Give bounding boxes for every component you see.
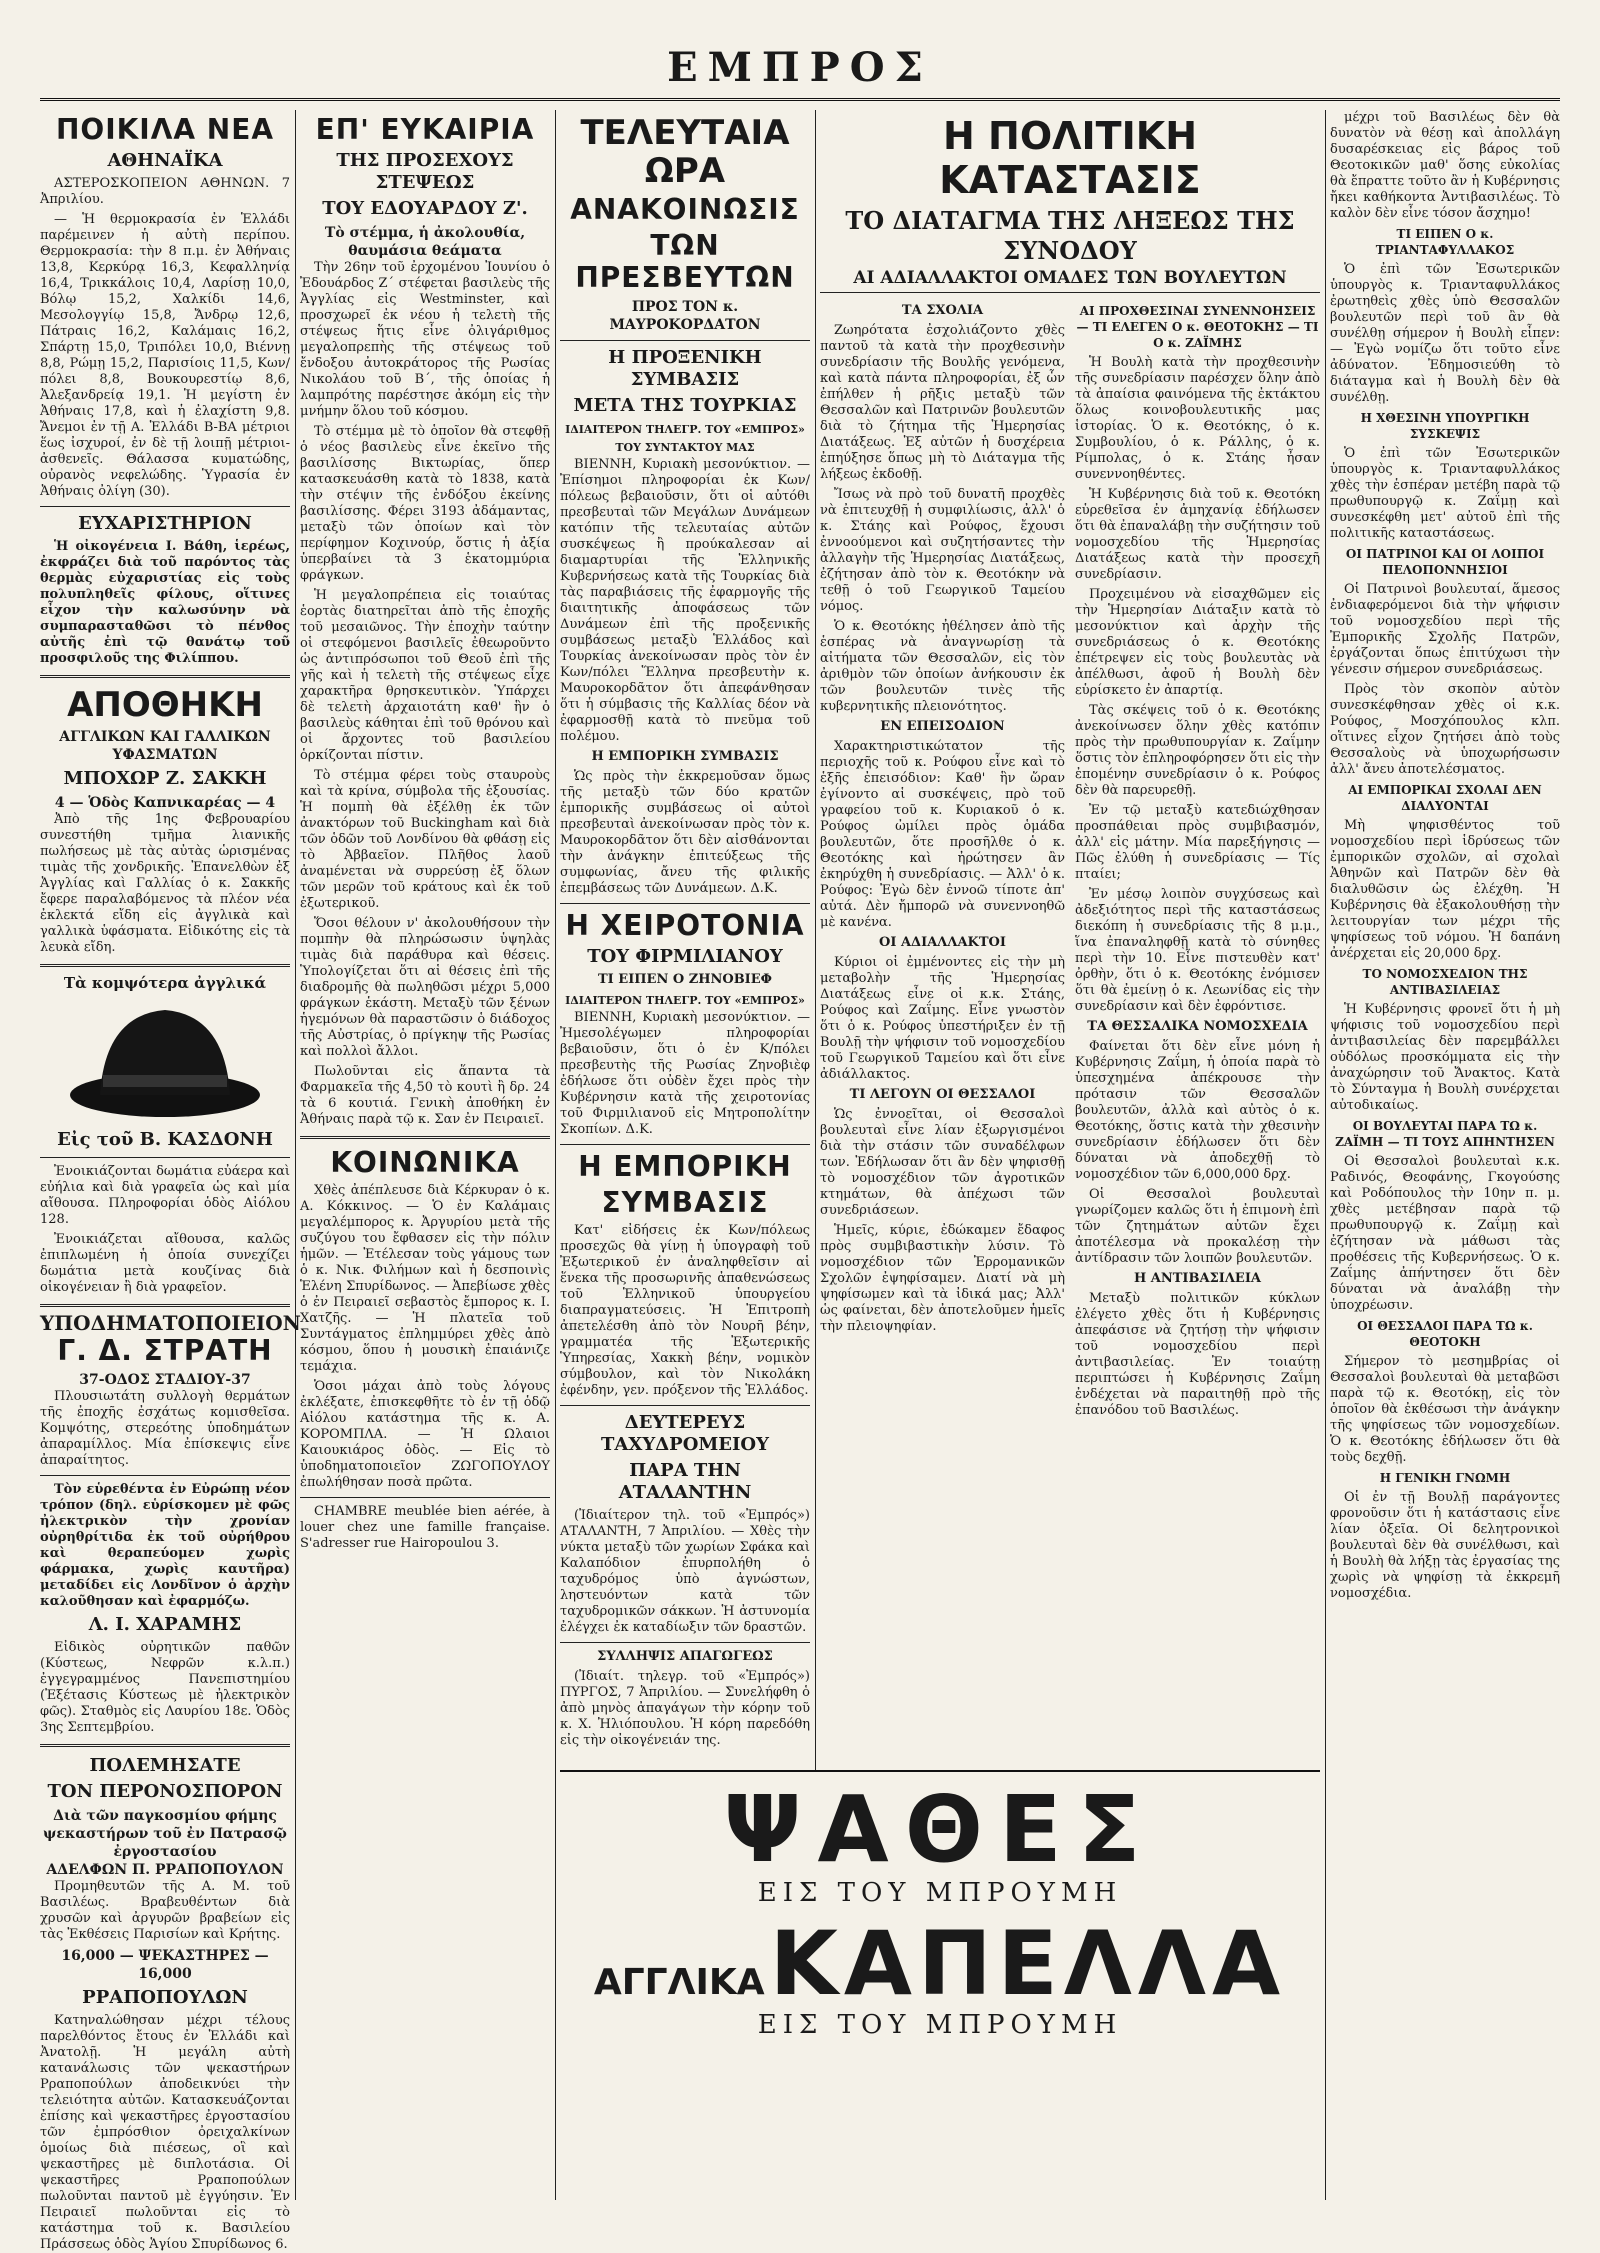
article-paragraph: Οἱ Θεσσαλοὶ βουλευταὶ γνωρίζομεν καλῶς ὅτι ἡ ἐπιμονὴ ἐπὶ τῶν ζητημάτων αὐτῶν ἔχει ἀποτέλεσμα νὰ προκαλέσῃ τὴν ἀντίδρασιν τῶν λοιπῶν βουλευτῶν.: [1075, 1187, 1320, 1266]
sprayer-subheading: Διὰ τῶν παγκοσμίου φήμης ψεκαστήρων τοῦ ἐν Πατρασῷ ἐργοστασίου: [43, 1808, 287, 1860]
divider: [820, 292, 1320, 293]
section-heading: ΟΙ ΒΟΥΛΕΥΤΑΙ ΠΑΡΑ ΤΩ κ. ΖΑΪΜΗ — ΤΙ ΤΟΥΣ ΑΠΗΝΤΗΣΕΝ: [1335, 1119, 1555, 1149]
article-paragraph: Τὴν 26ην τοῦ ἐρχομένου Ἰουνίου ὁ Ἐδουάρδος Ζ΄ στέφεται βασιλεὺς τῆς Ἀγγλίας εἰς Westminster, καὶ προσχωρεῖ ἐκ νέου ἡ τελετὴ τῆς στέψεως ἥτις εἶνε ὀλιγάριθμος μεγαλοπρεπὴς τῆς στέψεως τοῦ ἔνδοξου ἀυτοκράτορος τῆς Ρωσίας Νικολάου τοῦ Β΄, τῆς ὁποίας ἡ λαμπρότης παρέστησε ἀκόμη εἰς τὴν μνήμην ὅλου τοῦ κόσμου.: [300, 260, 550, 419]
ad-shop-name-2: ΕΙΣ ΤΟΥ ΜΠΡΟΥΜΗ: [757, 2010, 1123, 2040]
subcolumn-right: [1075, 299, 1320, 1423]
section-heading: ΕΝ ΕΠΕΙΣΟΔΙΟΝ: [880, 719, 1005, 734]
telegram-label: ΙΔΙΑΙΤΕΡΟΝ ΤΗΛΕΓΡ. ΤΟΥ «ΕΜΠΡΟΣ» ΤΟΥ ΣΥΝΤΑΚΤΟΥ ΜΑΣ: [565, 423, 805, 454]
article-subheading-4: Η ΠΡΟΞΕΝΙΚΗ ΣΥΜΒΑΣΙΣ: [608, 347, 762, 390]
section-heading: ΟΙ ΑΔΙΑΛΛΑΚΤΟΙ: [879, 935, 1006, 950]
section-subheading: ΑΘΗΝΑΪΚΑ: [107, 150, 223, 171]
article-paragraph: Ἡ μεγαλοπρέπεια εἰς τοιαύτας ἑορτὰς διατηρεῖται ἀπὸ τῆς ἐποχῆς τοῦ μεσαιῶνος. Τὴν ἐποχὴν ταύτην οἱ στεφόμενοι βασιλεῖς ἐθεωροῦντο ὡς ἀντιπρόσωποι τοῦ Θεοῦ ἐπὶ τῆς γῆς καὶ ἡ τελετὴ τῆς στέψεως εἶχε χαρακτῆρα θρησκευτικὸν. Ὑπάρχει δὲ τελετὴ ἀρχαιοτάτη καθ' ἣν ὁ βασιλεὺς κάθηται ἐπὶ τοῦ θρόνου καὶ οἱ ἄρχοντες τοῦ βασιλείου ὁρκίζονται πίστιν.: [300, 588, 550, 763]
article-paragraph: Ὅσοι θέλουν ν' ἀκολουθήσουν τὴν πομπὴν θὰ πληρώσωσιν ὑψηλὰς τιμὰς διὰ παράθυρα καὶ θέσεις. Ὑπολογίζεται ὅτι αἱ θέσεις ἐπὶ τῆς διαδρομῆς θὰ πωληθῶσι μέχρι 5,000 φράγκων ἑκάστη. Μεταξὺ τῶν ξένων ἡγεμόνων θὰ παραστῶσιν ὁ διάδοχος τῆς Αὐστρίας, ὁ πρίγκηψ τῆς Ρωσίας καὶ πολλοὶ ἄλλοι.: [300, 916, 550, 1059]
divider: [300, 1136, 550, 1139]
article-subheading-5: ΜΕΤΑ ΤΗΣ ΤΟΥΡΚΙΑΣ: [573, 395, 797, 416]
article-subheading-2: ΤΩΝ ΠΡΕΣΒΕΥΤΩΝ: [575, 229, 795, 294]
article-lead: Τὸ στέμμα, ἡ ἀκολουθία, θαυμάσια θεάματα: [324, 225, 526, 259]
article-heading: Η ΧΕΙΡΟΤΟΝΙΑ: [565, 909, 805, 942]
hat-shop: Εἰς τοῦ Β. ΚΑΣΔΟΝΗ: [57, 1129, 273, 1150]
article-paragraph: Ἴσως νὰ πρὸ τοῦ δυνατῆ προχθὲς νὰ ἐπιτευχθῇ ἡ συμφιλίωσις, ἀλλ' ὁ κ. Στάης καὶ Ρούφος, ἔχουσι ἐννοούμενοι καὶ συζητήσαντες τὴν ἀλλαγὴν τῆς Ἡμερησίας Διατάξεως, ἐζήτησαν ἀπὸ τὸν κ. Θεοτόκην νὰ τεθῇ ὁ τοῦ Γεωργικοῦ Ταμείου νόμος.: [820, 487, 1065, 614]
article-paragraph: Ὁ κ. Θεοτόκης ἠθέλησεν ἀπὸ τῆς ἑσπέρας νὰ ἀναγνωρίσῃ τὰ αἰτήματα τῶν Θεσσαλῶν, εἰς τὸν ἀριθμὸν τῶν ὁποίων ἀνήκουσιν ἐκ τῶν βουλευτῶν τινὲς τῆς κυβερνητικῆς πλειονότητος.: [820, 619, 1065, 714]
sprayer-heading: ΠΟΛΕΜΗΣΑΤΕ: [89, 1755, 241, 1776]
article-heading: Η ΕΜΠΟΡΙΚΗ: [578, 1150, 792, 1183]
article-paragraph: ΒΙΕΝΝΗ, Κυριακὴ μεσονύκτιον. — Ἠμεσολέγωμεν πληροφορίαι βεβαιοῦσιν, ὅτι ὁ ἐν Κ/πόλει πρεσβευτὴς τῆς Ρωσίας Ζηνοβιὲφ ἐδήλωσε ὅτι οὐδὲν ἔχει πρὸς τὴν Κυβέρνησιν κατὰ τῆς χειροτονίας τοῦ Φιρμιλιανοῦ εἰς Μητροπολίτην Σκοπίων. Δ.Κ.: [560, 1010, 810, 1137]
social-text: Χθὲς ἀπέπλευσε διὰ Κέρκυραν ὁ κ. Α. Κόκκινος. — Ὁ ἐν Καλάμαις μεγαλέμπορος κ. Ἀργυρίου μετὰ τῆς συζύγου του ἔφθασεν εἰς τὴν πόλιν ἡμῶν. — Ἐτέλεσαν τοὺς γάμους των ὁ κ. Νικ. Φιλήμων καὶ ἡ δεσποινὶς Ἑλένη Σπυρίδωνος. — Ἀπεβίωσε χθὲς ὁ ἐν Πειραιεῖ σεβαστὸς ἔμπορος κ. Ι. Χατζῆς. — Ἡ πλατεῖα τοῦ Συντάγματος ἐπλημμύρει χθὲς ἀπὸ κόσμου, ὅπου ἡ μουσικὴ ἐπαιάνιζε τεμάχια.: [300, 1183, 550, 1374]
ortho-text: Τὸν εὑρεθέντα ἐν Εὐρώπῃ νέον τρόπον (δηλ. εὑρίσκομεν μὲ φῶς ἠλεκτρικὸν τὴν χρονίαν οὐρηθρίτιδα ἐκ τοῦ οὐρήθρου καὶ θεραπεύομεν χωρὶς φάρμακα, χωρὶς καυτῆρα) μεταδίδει εἰς Λονδῖνον ὁ ἀρχὴν καλοῦθησαν καὶ ἐφαρμόζω.: [40, 1482, 290, 1609]
article-heading: ΣΥΛΛΗΨΙΣ ΑΠΑΓΩΓΕΩΣ: [597, 1649, 773, 1664]
sprayer-text-2: Κατηναλώθησαν μέχρι τέλους παρελθόντος ἔτους ἐν Ἑλλάδι καὶ Ἀνατολῇ. Ἡ μεγάλη αὐτὴ κατανάλωσις τῶν ψεκαστήρων Ρραποπούλων ἀποδεικνύει τὴν τελειότητα αὐτῶν. Κατασκευάζονται ἐπίσης καὶ ψεκαστῆρες ἐργοστασίου τῶν ἐμπρόσθιον ὀρειχαλκίνων ὁμοίως διὰ πιέσεως, οἳ καὶ ψεκαστῆρες μὲ διπλοτάσια. Οἱ ψεκαστῆρες Ρραποπούλων πωλοῦνται παντοῦ μὲ ἐγγύησιν. Ἐν Πειραιεῖ πωλοῦνται εἰς τὸ κατάστημα τοῦ κ. Βασιλείου Πράσσεως ὁδὸς Ἁγίου Σπυρίδωνος 6.: [40, 2013, 290, 2252]
shop-subheading: ΑΓΓΛΙΚΩΝ ΚΑΙ ΓΑΛΛΙΚΩΝ ΥΦΑΣΜΑΤΩΝ: [59, 729, 271, 763]
article-subheading: ΤΗΣ ΠΡΟΣΕΧΟΥΣ ΣΤΕΨΕΩΣ: [336, 150, 514, 193]
sprayer-text: Προμηθευτῶν τῆς Α. Μ. τοῦ Βασιλέως. Βραβευθέντων διὰ χρυσῶν καὶ ἀργυρῶν βραβείων εἰς τὰς Ἐκθέσεις Παρισίων καὶ Κρήτης.: [40, 1879, 290, 1942]
section-heading: ΟΙ ΘΕΣΣΑΛΟΙ ΠΑΡΑ ΤΩ κ. ΘΕΟΤΟΚΗ: [1357, 1319, 1533, 1349]
hat-illustration: [65, 995, 265, 1125]
article-heading: ΕΠ' ΕΥΚΑΙΡΙΑ: [315, 113, 535, 146]
section-heading: Η ΑΝΤΙΒΑΣΙΛΕΙΑ: [1133, 1271, 1262, 1286]
rent-text: Ἐνοικιάζονται δωμάτια εὐάερα καὶ εὐήλια καὶ διὰ γραφεῖα ὡς καὶ μία αἴθουσα. Πληροφορίαι ὁδὸς Αἰόλου 128.: [40, 1164, 290, 1227]
article-paragraph: (Ἰδιαίτ. τηλεγρ. τοῦ «Ἐμπρός») ΠΥΡΓΟΣ, 7 Ἀπριλίου. — Συνελήφθη ὁ ἀπὸ μηνὸς ἀπαγάγων τὴν κόρην τοῦ κ. Χ. Ἠλιόπουλου. Ἡ κόρη παρεδόθη εἰς τὴν οἰκογένειάν της.: [560, 1669, 810, 1748]
article-subheading-2: ΤΙ ΕΙΠΕΝ Ο ΖΗΝΟΒΙΕΦ: [598, 972, 772, 987]
section-heading: ΤΙ ΕΙΠΕΝ Ο κ. ΤΡΙΑΝΤΑΦΥΛΛΑΚΟΣ: [1375, 227, 1515, 257]
article-paragraph: Ἡ Κυβέρνησις φρονεῖ ὅτι ἡ μὴ ψήφισις τοῦ νομοσχεδίου περὶ ἀντιβασιλείας δὲν παρεμβάλλει οὐδόλως προσκόμματα εἰς τὴν ἀναχώρησιν τοῦ Ἄνακτος. Κατὰ τὸ Σύνταγμα ἡ Βουλὴ συνέρχεται αὐτοδικαίως.: [1330, 1002, 1560, 1113]
article-paragraph: Ὡς πρὸς τὴν ἐκκρεμοῦσαν ὅμως τῆς μεταξὺ τῶν δύο κρατῶν ἐμπορικῆς συμβάσεως οἱ αὐτοὶ πρεσβευταὶ ἀνεκοίνωσαν πρὸς τὸν κ. Μαυροκορδᾶτον ὅτι δὲν αἰσθάνονται τὴν ἀνάγκην ἐπιτεύξεως τῆς συμφωνίας, ἄνευ τῆς φιλικῆς ἐπεμβάσεως τῶν Δυνάμεων. Δ.Κ.: [560, 769, 810, 896]
rent-text-2: Ἐνοικιάζεται αἴθουσα, καλῶς ἐπιπλωμένη ἡ ὁποία συνεχίζει δωμάτια μετὰ κουζίνας διὰ οἰκογένειαν ἢ διὰ γραφεῖον.: [40, 1232, 290, 1295]
divider: [40, 1304, 290, 1307]
sprayer-company-2: ΡΡΑΠΟΠΟΥΛΩΝ: [82, 1987, 248, 2008]
thanks-heading: ΕΥΧΑΡΙΣΤΗΡΙΟΝ: [78, 513, 252, 534]
article-subheading: ΣΥΜΒΑΣΙΣ: [601, 1186, 769, 1219]
divider: [40, 675, 290, 678]
section-heading: ΤΑ ΘΕΣΣΑΛΙΚΑ ΝΟΜΟΣΧΕΔΙΑ: [1087, 1019, 1308, 1034]
section-heading: ΑΙ ΠΡΟΧΘΕΣΙΝΑΙ ΣΥΝΕΝΝΟΗΣΕΙΣ — ΤΙ ΕΛΕΓΕΝ Ο κ. ΘΕΟΤΟΚΗΣ — ΤΙ Ο κ. ΖΑΪΜΗΣ: [1076, 304, 1319, 350]
sprayer-heading-2: ΤΟΝ ΠΕΡΟΝΟΣΠΟΡΟΝ: [47, 1781, 283, 1802]
article-paragraph: Ἡμεῖς, κύριε, ἐδώκαμεν ἔδαφος πρὸς συμβιβαστικὴν λύσιν. Τὸ νομοσχέδιον τῶν Ἐρρομανικῶν Σχολῶν ἐψηφίσαμεν. Διατί νὰ μὴ ψηφίσωμεν καὶ τὰ ἰδικά μας; Ἀλλ' ὡς φαίνεται, δὲν ἀποτελοῦμεν ἡμεῖς τὴν πλειοψηφίαν.: [820, 1223, 1065, 1334]
column-6: [1330, 110, 1560, 2200]
hat-advertisement: [560, 1770, 1320, 2202]
column-rule: [295, 110, 296, 2200]
article-paragraph: Μεταξὺ πολιτικῶν κύκλων ἐλέγετο χθὲς ὅτι ἡ Κυβέρνησις ἀπεφάσισε νὰ ζητήσῃ τὴν ψήφισιν τοῦ νομοσχεδίου περὶ ἀντιβασιλείας. Ἐν τοιαύτῃ περιπτώσει ἡ Κυβέρνησις Ζαΐμη ἐνδέχεται νὰ παραιτηθῇ πρὸ τῆς ἐπανόδου τοῦ Βασιλέως.: [1075, 1291, 1320, 1418]
ad-kapella-row: [560, 1912, 1320, 2015]
article-paragraph: Ὁ ἐπὶ τῶν Ἐσωτερικῶν ὑπουργὸς κ. Τριανταφυλλάκος χθὲς τὴν ἑσπέραν μετέβη παρὰ τῷ πρωθυπουργῷ κ. Ζαΐμῃ καὶ συνεσκέφθη μετ' αὐτοῦ ἐπὶ τῆς πολιτικῆς καταστάσεως.: [1330, 446, 1560, 541]
article-paragraph: Τὰς σκέψεις τοῦ ὁ κ. Θεοτόκης ἀνεκοίνωσεν ὅλην χθὲς κατόπιν πρὸς τὴν πρωθυπουργίαν κ. Ζαΐμην ὅστις τὸν ἐπληροφόρησεν ὅτι εἰς τὴν ἐπομένην συνεδρίασιν ὁ κ. Ρούφος δὲν θὰ παρευρεθῇ.: [1075, 703, 1320, 798]
section-heading: Η ΧΘΕΣΙΝΗ ΥΠΟΥΡΓΙΚΗ ΣΥΣΚΕΨΙΣ: [1360, 411, 1530, 441]
section-heading: ΤΙ ΛΕΓΟΥΝ ΟΙ ΘΕΣΣΑΛΟΙ: [849, 1087, 1036, 1102]
observatory-title: ΑΣΤΕΡΟΣΚΟΠΕΙΟΝ ΑΘΗΝΩΝ. 7 Ἀπριλίου.: [40, 176, 290, 207]
main-heading: Η ΠΟΛΙΤΙΚΗ ΚΑΤΑΣΤΑΣΙΣ: [939, 114, 1201, 202]
article-paragraph: Οἱ ἐν τῇ Βουλῇ παράγοντες φρονοῦσιν ὅτι ἡ κατάστασις εἶνε λίαν ὀξεῖα. Οἱ δελητρονικοὶ βουλευταὶ δὲν θὰ συνέλθωσι, καὶ ἡ Βουλὴ θὰ λήξῃ τὰς ἐργασίας της χωρὶς νὰ ψηφίσῃ τὰ ἐκκρεμῆ νομοσχέδια.: [1330, 1490, 1560, 1601]
column-2: [300, 110, 550, 2200]
french-ad: CHAMBRE meublée bien aérée, à louer chez une famille française. S'adresser rue Hairopoulou 3.: [300, 1504, 550, 1551]
article-paragraph: Οἱ Θεσσαλοὶ βουλευταὶ κ.κ. Ραδινός, Θεοφάνης, Γκογούσης καὶ Ροδόπουλος τὴν 10ην π. μ. χθὲς μετέβησαν παρὰ τῷ πρωθυπουργῷ κ. Ζαΐμῃ καὶ ἐζήτησαν νὰ μάθωσι τὰς προθέσεις τῆς Κυβερνήσεως. Ὁ κ. Ζαΐμης ἀπήντησεν ὅτι δὲν δύναται νὰ ἀναλάβῃ τὴν ὑποχρέωσιν.: [1330, 1154, 1560, 1313]
section-heading: ΟΙ ΠΑΤΡΙΝΟΙ ΚΑΙ ΟΙ ΛΟΙΠΟΙ ΠΕΛΟΠΟΝΝΗΣΙΟΙ: [1345, 547, 1545, 577]
ad-kapella: ΚΑΠΕΛΛΑ: [769, 1912, 1287, 2015]
divider: [560, 903, 810, 904]
article-paragraph: Τὸ στέμμα μὲ τὸ ὁποῖον θὰ στεφθῇ ὁ νέος βασιλεὺς εἶνε ἐκεῖνο τῆς βασιλίσσης Βικτωρίας, ὅπερ κατασκευάσθη κατὰ τὸ 1838, κατὰ τὴν στέψιν τῆς ἐνδόξου ἐκείνης βασιλίσσης. Φέρει 3193 ἀδάμαντας, μεταξὺ τῶν ὁποίων καὶ τὸν περίφημον Κοχινούρ, ὅστις ἡ ἀξία ὑπερβαίνει τὰ 3 ἑκατομμύρια φράγκων.: [300, 424, 550, 583]
subcolumn-left: [820, 299, 1065, 1423]
shoe-address: 37-ΟΔΟΣ ΣΤΑΔΙΟΥ-37: [79, 1372, 251, 1388]
article-paragraph: (Ἰδιαίτερον τηλ. τοῦ «Ἐμπρός») ΑΤΑΛΑΝΤΗ, 7 Ἀπριλίου. — Χθὲς τὴν νύκτα μεταξὺ τῶν χωρίων Σφάκα καὶ Καλαπόδιον ἐπυρπολήθη ὁ ταχυδρόμος ὑπὸ ἀγνώστων, ληστευόντων κατὰ τῶν ταχυδρομικῶν σάκκων. Ἡ ἀστυνομία ἐλέγχει ἐκ καταδίωξιν τῶν δραστῶν.: [560, 1508, 810, 1635]
section-heading: Η ΕΜΠΟΡΙΚΗ ΣΥΜΒΑΣΙΣ: [591, 749, 779, 764]
article-subheading: ΑΝΑΚΟΙΝΩΣΙΣ: [570, 193, 800, 226]
ad-psathes: ΨΑΘΕΣ: [723, 1776, 1157, 1883]
article-paragraph: ΒΙΕΝΝΗ, Κυριακὴ μεσονύκτιον. — Ἐπίσημοι πληροφορίαι ἐκ Κων/πόλεως βεβαιοῦσιν, ὅτι οἱ αὐτόθι πρεσβευταὶ τῶν Μεγάλων Δυνάμεων κατόπιν τῆς τελευταίας αὐτῶν συσκέψεως ἢ προύκαλεσαν αἱ διαμαρτυρίαι τῆς Ἑλληνικῆς Κυβερνήσεως κατὰ τῆς Τουρκίας διὰ τὰς παραβιάσεις τῆς ἐφαρμογῆς τῆς διαιτητικῆς ἀποφάσεως τῶν Δυνάμεων ἐπὶ τῆς προξενικῆς συμβάσεως μεταξὺ Ἑλλάδος καὶ Τουρκίας ἀνεκοίνωσαν πρὸς τὸν ἐν Κων/πόλει Ἕλληνα πρεσβευτὴν κ. Μαυροκορδᾶτον ὅτι ἀπεφάνθησαν ὅτι ἡ σύμβασις τῆς Καλλίας δέον νὰ ἐφαρμοσθῇ κατὰ τὸ πνεῦμα τοῦ πολέμου.: [560, 457, 810, 744]
divider: [300, 1497, 550, 1498]
section-heading: ΠΟΙΚΙΛΑ ΝΕΑ: [55, 113, 275, 146]
article-paragraph: Ἡ Βουλὴ κατὰ τὴν προχθεσινὴν τῆς συνεδρίασιν παρέσχεν ὅλην ἀπὸ τὰ ἀπαίσια φαινόμενα τῆς ἐκτάκτου ὅλως κοινοβουλευτικῆς μας ἱστορίας. Ὁ κ. Θεοτόκης, ὁ κ. Συμβουλίου, ὁ κ. Ράλλης, ὁ κ. Ρίμπολας, ὁ κ. Στάης ἦσαν συνεννοηθέντες.: [1075, 355, 1320, 482]
article-paragraph: Ζωηρότατα ἐσχολιάζοντο χθὲς παντοῦ τὰ κατὰ τὴν προχθεσινὴν συνεδρίασιν τῆς Βουλῆς γενόμενα, καὶ κατὰ πάντα πληροφορίαι, ἐξ ὧν ἐπήλθεν ἡ ρῆξις μεταξὺ τῶν Θεσσαλῶν καὶ Πατρινῶν βουλευτῶν διὰ τὸ ζήτημα τῆς Ἡμερησίας Διατάξεως. Ἐξ αὐτῶν ἡ δυσχέρεια ἐπηύξησε ὅπως μὴ τὸ Διάταγμα τῆς λήξεως ἐκδοθῇ.: [820, 323, 1065, 482]
article-paragraph: Ἡ Κυβέρνησις διὰ τοῦ κ. Θεοτόκη εὑρεθεῖσα ἐν ἀμηχανίᾳ ἐδήλωσεν ὅτι θὰ ἐπαναλάβῃ τὴν συζήτησιν τοῦ νομοσχεδίου τῆς Ἡμερησίας Διατάξεως κατὰ τὴν προσεχῆ συνεδρίασιν.: [1075, 487, 1320, 582]
shoe-text: Πλουσιωτάτη συλλογὴ θερμάτων τῆς ἐποχῆς ἐσχάτως κομισθεῖσα. Κομψότης, στερεότης ὑποδημάτων ἀπαραμίλλος. Μία ἐπίσκεψις εἶνε ἀπαραίτητος.: [40, 1389, 290, 1468]
thanks-text: Ἡ οἰκογένεια Ι. Βάθη, ἱερέως, ἐκφράζει διὰ τοῦ παρόντος τὰς θερμὰς εὐχαριστίας εἰς τοὺς πολυπληθεῖς φίλους, οἵτινες εἶχον τὴν καλωσύνην νὰ συμπαρασταθῶσι τὸ πένθος αὐτῆς ἐπὶ τῷ θανάτῳ τοῦ προσφιλοῦς της Φιλίππου.: [40, 539, 290, 666]
divider: [40, 506, 290, 507]
column-rule: [555, 110, 556, 2200]
article-subheading-2: ΤΟΥ ΕΔΟΥΑΡΔΟΥ Ζ'.: [322, 198, 528, 219]
article-paragraph: Φαίνεται ὅτι δὲν εἶνε μόνη ἡ Κυβέρνησις Ζαΐμη, ἡ ὁποία παρὰ τὸ ὑπεσχημένα ἀπέκρουσε τὴν πρότασιν τῶν Θεσσαλῶν βουλευτῶν, ἀλλὰ καὶ αὐτὸς ὁ κ. Θεοτόκης, ὅστις κατὰ τὴν χθεσινὴν συνεδρίασιν ἐδήλωσεν ὅτι δὲν δύναται νὰ ἀποδεχθῇ τὸ νομοσχέδιον τῶν 6,000,000 δρχ.: [1075, 1039, 1320, 1182]
shoe-heading: ΥΠΟΔΗΜΑΤΟΠΟΙΕΙΟΝ: [40, 1311, 301, 1335]
newspaper-title: ΕΜΠΡΟΣ: [667, 44, 933, 91]
doctor-text: Εἰδικὸς οὐρητικῶν παθῶν (Κύστεως, Νεφρῶν κ.λ.π.) ἐγγεγραμμένος Πανεπιστημίου (Ἐξέτασις Κύστεως μὲ ἠλεκτρικὸν φῶς). Σταθμὸς εἰς Λαυρίου 18ε. Ὁδὸς 3ης Σεπτεμβρίου.: [40, 1640, 290, 1735]
masthead: [40, 40, 1560, 101]
ad-shop-name: ΕΙΣ ΤΟΥ ΜΠΡΟΥΜΗ: [757, 1878, 1123, 1908]
section-heading: ΤΟ ΝΟΜΟΣΧΕΔΙΟΝ ΤΗΣ ΑΝΤΙΒΑΣΙΛΕΙΑΣ: [1362, 967, 1528, 997]
telegram-label: ΙΔΙΑΙΤΕΡΟΝ ΤΗΛΕΓΡ. ΤΟΥ «ΕΜΠΡΟΣ»: [565, 994, 805, 1007]
divider: [40, 1744, 290, 1747]
article-paragraph: Ἐν μέσῳ λοιπὸν συγχύσεως καὶ ἀδεξιότητος περὶ τῆς καταστάσεως διεκόπη ἡ συνεδρίασις τῆς 8 μ.μ., ἵνα ἐπαναληφθῇ κατὰ τὸ σύνηθες περὶ τὴν 10. Εἶνε πιστευθὲν κατ' ὀρθὴν, ὅτι ὁ κ. Θεοτόκης ἐνόμισεν ὅτι θὰ ἐμείνῃ ὁ κ. Λεωνίδας εἰς τὴν συνεδρίασιν καὶ δὲν ἐφρόντισε.: [1075, 887, 1320, 1014]
hat-heading: Τὰ κομψότερα ἀγγλικά: [63, 974, 267, 992]
social-heading: ΚΟΙΝΩΝΙΚΑ: [330, 1146, 520, 1179]
observatory-text: — Ἡ θερμοκρασία ἐν Ἑλλάδι παρέμεινεν ἡ αὐτὴ περίπου. Θερμοκρασία: τὴν 8 π.μ. ἐν Ἀθήναις 13,8, Κερκύρᾳ 16,3, Κεφαλληνίᾳ 16,4, Τρικκάλοις 10,4, Λαρίσῃ 10,0, Βόλῳ 15,2, Χαλκίδι 14,6, Μεσολογγίῳ 15,8, Ἄνδρῳ 12,6, Πάτραις 16,2, Καλάμαις 16,2, Σπάρτῃ 15,0, Τριπόλει 10,0, Βιέννῃ 8,8, Ρώμῃ 15,2, Παρισίοις 11,5, Κων/πόλει 8,8, Βουκουρεστίῳ 8,6, Ἀλεξανδρείᾳ 19,1. Ἡ μεγίστη ἐν Ἀθήναις 17,8, καὶ ἡ ἐλαχίστη 9,8. Ἄνεμοι ἐν τῇ Α. Ἑλλάδι Β-ΒΑ μέτριοι ἕως ἰσχυροί, ἐν δὲ τῇ λοιπῇ μέτριοι-ἀσθενεῖς. Θάλασσα κυματώδης, οὐρανὸς νεφελώδης. Ὑγρασία ἐν Ἀθήναις ὀλίγη (30).: [40, 212, 290, 499]
article-paragraph: Χαρακτηριστικώτατον τῆς περιοχῆς τοῦ κ. Ρούφου εἶνε καὶ τὸ ἑξῆς ἐπεισόδιον: Καθ' ἣν ὥραν ἐγίνοντο αἱ συσκέψεις, πρὸ τοῦ γραφείου τοῦ κ. Κυριακοῦ ὁ κ. Ρούφος ὠμίλει πρὸς ὁμάδα βουλευτῶν, ὅτε προσῆλθε ὁ κ. Θεοτόκης καὶ ἠρώτησεν ἂν ἐκηρύχθη ἡ συνεδρίασις. — Ἀλλ' ὁ κ. Ρούφος: Ἐγὼ δὲν ἐννοῶ τίποτε ἀπ' αὐτά. Δὲν ἤμπορῶ νὰ συνεννοηθῶ μὲ κανένα.: [820, 739, 1065, 930]
divider: [560, 1405, 810, 1406]
column-1: [40, 110, 301, 2252]
divider: [560, 340, 810, 341]
divider: [560, 1144, 810, 1145]
divider: [40, 1157, 290, 1158]
article-paragraph: Προχειμένου νὰ εἰσαχθῶμεν εἰς τὴν Ἡμερησίαν Διάταξιν κατὰ τὸ μεσονύκτιον καὶ ἀρχὴν τῆς συνεδριάσεως ὁ κ. Θεοτόκης ἐπέτρεψεν εἰς τοὺς βουλευτὰς νὰ ἀπέλθωσι, ἀφοῦ ἡ Βουλὴ δὲν εὑρίσκετο ἐν ἀπαρτίᾳ.: [1075, 587, 1320, 698]
article-paragraph: Κατ' εἰδήσεις ἐκ Κων/πόλεως προσεχῶς θὰ γίνῃ ἡ ὑπογραφὴ τοῦ Ἐξωτερικοῦ ἐν ἀναληφθεῖσιν αἱ ἕνεκα τῆς προσωρινῆς ἀπαθενώσεως τοῦ Ἑλληνικοῦ ὑπουργείου διαπραγματεύσεις. Ἡ Ἐπιτροπὴ ἀπετελέσθη ἀπὸ τὸν Νουρῆ βέην, γραμματέα τῆς Ἐξωτερικῆς Ὑπηρεσίας, Χακκὴ βέην, νομικὸν σύμβουλον, καὶ τὸν Νικολάκη ἐφένδην, γεν. πρόξενον τῆς Ἑλλάδος.: [560, 1223, 810, 1398]
article-paragraph: Μὴ ψηφισθέντος τοῦ νομοσχεδίου περὶ ἱδρύσεως τῶν ἐμπορικῶν σχολῶν, αἱ σχολαὶ Ἀθηνῶν καὶ Πατρῶν δὲν θὰ διαλυθῶσιν ὡς ἐλέχθη. Ἡ Κυβέρνησις θὰ ἐξακολουθήσῃ τὴν λειτουργίαν των μέχρι τῆς ψηφίσεως τοῦ νόμου. Ἡ δαπάνη ἀνέρχεται εἰς 20,000 δρχ.: [1330, 818, 1560, 961]
sprayer-company: ΑΔΕΛΦΩΝ Π. ΡΡΑΠΟΠΟΥΛΟΝ: [46, 1862, 284, 1878]
divider: [40, 964, 290, 967]
article-heading: ΤΕΛΕΥΤΑΙΑ ΩΡΑ: [580, 113, 790, 191]
article-paragraph: Τὸ στέμμα φέρει τοὺς σταυροὺς καὶ τὰ κρίνα, σύμβολα τῆς ἐξουσίας. Ἡ πομπὴ θὰ ἐξέλθῃ ἐκ τῶν ἀνακτόρων τοῦ Buckingham καὶ διὰ τῶν ὁδῶν τοῦ Λονδίνου θὰ φθάσῃ εἰς τὸ Ἀββαεῖον. Πλῆθος λαοῦ ἀναμένεται νὰ συρρεύσῃ ἐξ ὅλων τῶν μερῶν τοῦ κράτους καὶ ἐκ τοῦ ἐξωτερικοῦ.: [300, 768, 550, 911]
pharmacy-text: Πωλοῦνται εἰς ἅπαντα τὰ Φαρμακεῖα τῆς 4,50 τὸ κουτὶ ἢ δρ. 24 τὰ 6 κουτιά. Γενικὴ ἀποθήκη ἐν Ἀθήναις παρὰ τῷ κ. Σαν ἐν Πειραιεῖ.: [300, 1064, 550, 1127]
sprayer-count: 16,000 — ΨΕΚΑΣΤΗΡΕΣ — 16,000: [61, 1948, 269, 1982]
article-subheading: ΤΟΥ ΦΙΡΜΙΛΙΑΝΟΥ: [587, 946, 783, 967]
main-subheading: ΤΟ ΔΙΑΤΑΓΜΑ ΤΗΣ ΛΗΞΕΩΣ ΤΗΣ ΣΥΝΟΔΟΥ: [845, 206, 1295, 265]
article-paragraph: Πρὸς τὸν σκοπὸν αὐτὸν συνεσκέφθησαν χθὲς οἱ κ.κ. Ρούφος, Μοσχόπουλος κλπ. οἵτινες εἶχον ζητήσει ἀπὸ τοὺς Θεσσαλοὺς νὰ ὑποχωρήσωσιν ἀλλ' ἄνευ ἀποτελέσματος.: [1330, 682, 1560, 777]
newspaper-page: [40, 40, 1560, 2252]
divider: [40, 1475, 290, 1476]
article-paragraph: Κύριοι οἱ ἐμμένοντες εἰς τὴν μὴ μεταβολὴν τῆς Ἡμερησίας Διατάξεως εἶνε οἱ κ.κ. Στάης, Ρούφος καὶ Ζαΐμης. Εἶνε γνωστὸν ὅτι ὁ κ. Ρούφος ὑπεστήριξεν ἐν τῇ Βουλῇ τὴν ψήφισιν τοῦ νομοσχεδίου τοῦ Γεωργικοῦ Ταμείου καὶ ὅτι εἶνε ἀδιάλλακτος.: [820, 955, 1065, 1082]
section-heading: ΑΙ ΕΜΠΟΡΙΚΑΙ ΣΧΟΛΑΙ ΔΕΝ ΔΙΑΛΥΟΝΤΑΙ: [1348, 783, 1542, 813]
two-column-body: [820, 299, 1320, 1423]
section-heading: ΤΑ ΣΧΟΛΙΑ: [901, 303, 984, 318]
article-paragraph: Σήμερον τὸ μεσημβρίας οἱ Θεσσαλοὶ βουλευταὶ θὰ μεταβῶσι παρὰ τῷ κ. Θεοτόκῃ, εἰς τὸν ὁποῖον θὰ ἐκθέσωσι τὴν ἀνάγκην τῆς ψηφίσεως τῶν νομοσχεδίων. Ὁ κ. Θεοτόκης ἐδήλωσεν ὅτι θὰ τοὺς δεχθῇ.: [1330, 1354, 1560, 1465]
article-heading: ΔΕΥΤΕΡΕΥΣ ΤΑΧΥΔΡΟΜΕΙΟΥ: [601, 1412, 769, 1455]
doctor-name: Λ. Ι. ΧΑΡΑΜΗΣ: [88, 1614, 242, 1635]
shop-heading: ΑΠΟΘΗΚΗ: [67, 685, 263, 725]
shop-address: 4 — Ὁδὸς Καπνικαρέας — 4: [54, 795, 276, 811]
article-paragraph: Οἱ Πατρινοὶ βουλευταί, ἅμεσος ἐνδιαφερόμενοι διὰ τὴν ψήφισιν τοῦ νομοσχεδίου περὶ τῆς Ἐμπορικῆς Σχολῆς Πατρῶν, ἐργάζονται ὅπως ἐπιτύχωσι τὴν γένεσιν σήμερον συνεδριάσεως.: [1330, 582, 1560, 677]
shoe-name: Γ. Δ. ΣΤΡΑΤΗ: [57, 1334, 273, 1367]
article-paragraph: Ὡς ἐννοεῖται, οἱ Θεσσαλοὶ βουλευταὶ εἶνε λίαν ἐξωργισμένοι διὰ τὴν στάσιν τῶν συναδέλφων των. Ἐδήλωσαν ὅτι ἂν δὲν ψηφισθῇ τὸ νομοσχέδιον τῶν ἀγροτικῶν κτημάτων, θὰ ἀπέχωσι τῶν συνεδριάσεων.: [820, 1107, 1065, 1218]
ad-anglika: ΑΓΓΛΙΚΑ: [593, 1962, 765, 2003]
shop-owner: ΜΠΟΧΩΡ Ζ. ΣΑΚΚΗ: [63, 768, 267, 789]
article-paragraph: Ἐν τῷ μεταξὺ κατεδιώχθησαν προσπάθειαι πρὸς συμβιβασμόν, ἀλλ' εἰς μάτην. Μία παρεξήγησις — Πῶς ἐλύθη ἡ συνεδρίασις — Τίς πταίει;: [1075, 803, 1320, 882]
main-subheading-2: ΑΙ ΑΔΙΑΛΛΑΚΤΟΙ ΟΜΑΔΕΣ ΤΩΝ ΒΟΥΛΕΥΤΩΝ: [853, 268, 1287, 288]
column-rule: [1325, 110, 1326, 2200]
social-text-2: Ὁσοι μάχαι ἀπὸ τοὺς λόγους ἐκλέξατε, ἐπισκεφθῆτε τὸ ἐν τῇ ὁδῷ Αἰόλου κατάστημα τῆς κ. Α. ΚΟΡΟΜΠΛΑ. — Ἡ Ωλαιοι Καιουκιάρος ὁδὸς. — Εἰς τὸ ὑποδηματοποιεῖον ΖΩΓΟΠΟΥΛΟΥ ἐπωλήθησαν ποσὰ πρῶτα.: [300, 1379, 550, 1490]
article-paragraph: μέχρι τοῦ Βασιλέως δὲν θὰ δυνατὸν νὰ θέσῃ καὶ ἀπολλάγη δυσαρέσκειας εἰς βάρος τοῦ Θεοτοκικῶν μαθ' ὅσης εὐκολίας θὰ ἔπραττε τοῦτο ἂν ἡ Κυβέρνησις ἤκει καθήκοντα Ἀντιβασιλέως. Τὸ καλὸν δὲν εἶνε τόσον ἄσχημο!: [1330, 110, 1560, 221]
article-subheading: ΠΑΡΑ ΤΗΝ ΑΤΑΛΑΝΤΗΝ: [618, 1460, 752, 1503]
divider: [560, 1642, 810, 1643]
shop-text: Ἀπὸ τῆς 1ης Φεβρουαρίου συνεστήθη τμῆμα λιανικῆς πωλήσεως μὲ τὰς αὐτὰς ὡρισμένας τιμὰς τῆς χονδρικῆς. Ἐπανελθὼν ἐξ Ἀγγλίας καὶ Γαλλίας ὁ κ. Σακκῆς ἔφερε παραλαβόμενος τὰ πλέον νέα ἐκλεκτά εἴδη εἰς ἀγγλικὰ καὶ γαλλικὰ ὑφάσματα. Εἰδικότης εἰς τὰ λευκὰ εἴδη.: [40, 812, 290, 955]
article-paragraph: Ὁ ἐπὶ τῶν Ἐσωτερικῶν ὑπουργὸς κ. Τριανταφυλλάκος ἐρωτηθεὶς χθὲς ὑπὸ Θεσσαλῶν βουλευτῶν περὶ τοῦ ἂν θὰ συνέλθῃ σήμερον ἡ Βουλὴ εἶπεν: — Ἐγὼ νομίζω ὅτι τοῦτο εἶνε ἀδύνατον. Ἐδημοσιεύθη τὸ διάταγμα καὶ ἡ Βουλὴ δὲν θὰ συνέλθῃ.: [1330, 262, 1560, 405]
section-heading: Η ΓΕΝΙΚΗ ΓΝΩΜΗ: [1379, 1471, 1511, 1485]
article-subheading-3: ΠΡΟΣ ΤΟΝ κ. ΜΑΥΡΟΚΟΡΔΑΤΟΝ: [609, 299, 761, 333]
